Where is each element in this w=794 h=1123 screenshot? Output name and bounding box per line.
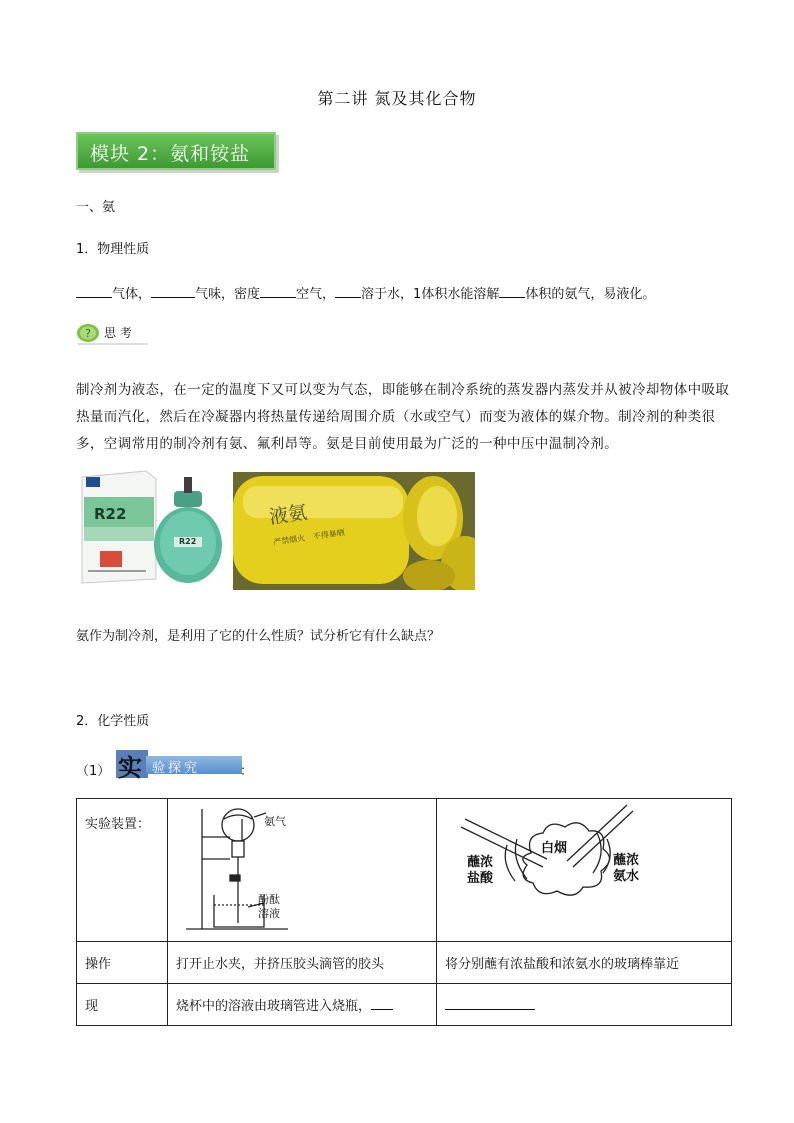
ammonia-warning-text: 严禁烟火 不得暴晒 [272,528,346,547]
indicator-label-1: 酚酞 [258,893,280,906]
ammonia-cylinder-label: 液氨 [267,501,309,529]
table-cell [77,984,168,1026]
subheading-chemical-properties: 2．化学性质 [76,714,150,729]
svg-text:?: ? [85,327,91,340]
experiment-table [76,798,732,1026]
page-title: 第二讲 氮及其化合物 [317,89,477,108]
gas-label: 氨气 [264,815,286,828]
blank[interactable] [151,283,195,298]
table-row [77,942,732,984]
table-row [77,799,732,942]
experiment-colon: ： [240,764,254,779]
operation-smoke: 将分别蘸有浓盐酸和浓氨水的玻璃棒靠近 [445,957,680,972]
badge-rest-text: 验探究 [152,761,201,776]
think-label: 思 考 [104,326,132,340]
blank[interactable] [499,283,525,298]
think-badge [76,322,150,344]
table-cell-apparatus-label [77,799,168,942]
table-cell [77,942,168,984]
fill-text: 气体， [112,287,152,302]
fill-text: 溶于水，1体积水能溶解 [361,287,500,302]
subheading-physical-properties: 1．物理性质 [76,242,150,257]
blank[interactable] [335,283,361,298]
ammonia-water-label-2: 氨水 [613,869,640,884]
hcl-label-1: 蘸浓 [467,855,494,870]
r22-can-label: R22 [179,537,197,546]
question-text: 氨作为制冷剂，是利用了它的什么性质？试分析它有什么缺点？ [76,629,441,644]
module-banner [76,132,276,170]
module-banner-text: 模块 2：氨和铵盐 [90,143,251,165]
fill-text: 体积的氨气，易液化。 [525,287,656,302]
apparatus-label: 实验装置： [85,817,151,832]
fountain-apparatus-cell [168,799,437,942]
experiment-badge [116,750,244,782]
phenomenon-label: 现 [85,999,99,1014]
blank[interactable] [260,283,296,298]
refrigerant-paragraph: 制冷剂为液态，在一定的温度下又可以变为气态，即能够在制冷系统的蒸发器内蒸发并从被冷却物体中吸取热量而汽化，然后在冷凝器内将热量传递给周围介质（水或空气）而变为液体的媒介物。制冷剂的种类很多，空调常用的制冷剂有氨、氟利昂等。氨是目前使用最为广泛的一种中压中温制冷剂。 [76,382,730,452]
fill-text: 气味，密度 [195,287,261,302]
table-row [77,984,732,1026]
phenomenon-fountain: 烧杯中的溶液由玻璃管进入烧瓶， [176,999,372,1014]
blank[interactable] [76,283,112,298]
operation-label: 操作 [85,957,112,972]
experiment-number: （1） [76,764,111,779]
fountain-apparatus-diagram [168,799,436,937]
table-cell [168,984,437,1026]
white-smoke-cell [437,799,732,942]
badge-big-char: 实 [118,754,142,782]
table-cell [437,984,732,1026]
refrigerant-r22-image [76,467,222,585]
fill-text: 空气， [296,287,336,302]
liquid-ammonia-image [233,472,475,590]
table-cell [168,942,437,984]
smoke-label: 白烟 [541,841,568,856]
blank[interactable] [445,995,535,1010]
ammonia-water-label-1: 蘸浓 [613,853,640,868]
hcl-label-2: 盐酸 [467,871,494,886]
r22-box-label: R22 [94,505,127,523]
blank[interactable] [371,995,393,1010]
section-heading-ammonia: 一、氨 [76,200,116,215]
operation-fountain: 打开止水夹，并挤压胶头滴管的胶头 [176,957,385,972]
fill-in-line [76,283,655,305]
table-cell [437,942,732,984]
indicator-label-2: 溶液 [258,907,280,920]
